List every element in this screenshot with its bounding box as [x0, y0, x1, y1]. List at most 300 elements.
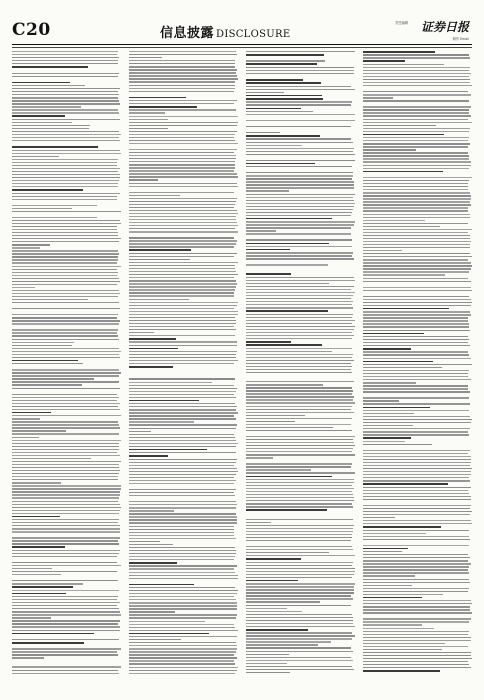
- text-line: [12, 418, 40, 419]
- text-line: [12, 91, 118, 92]
- text-line: [129, 262, 238, 263]
- header-rule: [12, 44, 472, 45]
- text-line: [363, 278, 468, 279]
- text-line: [12, 449, 119, 450]
- text-line: [12, 639, 119, 640]
- text-line: [129, 452, 236, 453]
- text-line: [129, 131, 237, 132]
- text-line: [363, 192, 470, 193]
- text-line: [363, 591, 468, 592]
- text-line: [246, 589, 354, 590]
- text-line: [246, 151, 353, 152]
- text-line: [12, 217, 97, 218]
- text-line: [363, 606, 470, 607]
- text-line: [363, 262, 471, 263]
- text-line: [12, 562, 117, 563]
- text-line: [129, 519, 237, 520]
- text-line: [12, 106, 81, 107]
- text-line: [363, 514, 470, 515]
- text-line: [12, 394, 117, 395]
- text-line: [12, 320, 120, 321]
- text-line: [12, 223, 121, 224]
- text-line: [363, 189, 468, 190]
- text-line: [246, 644, 318, 645]
- text-line: [363, 370, 469, 371]
- text-line: [246, 412, 354, 413]
- text-line: [12, 369, 119, 370]
- text-line: [12, 648, 121, 649]
- text-line: [246, 472, 355, 473]
- text-line: [129, 480, 236, 481]
- text-line: [12, 348, 119, 349]
- text-line: [129, 265, 235, 266]
- text-line: [129, 510, 174, 511]
- subheading-line: [363, 333, 424, 335]
- text-line: [363, 287, 471, 288]
- subheading-line: [363, 134, 444, 136]
- text-line: [12, 253, 119, 254]
- text-line: [129, 385, 234, 386]
- text-line: [12, 623, 118, 624]
- text-line: [363, 664, 469, 665]
- subheading-line: [12, 360, 78, 362]
- section-title: [160, 22, 290, 41]
- text-line: [363, 226, 440, 227]
- text-line: [363, 505, 471, 506]
- text-line: [246, 494, 353, 495]
- text-line: [129, 657, 237, 658]
- text-line: [363, 250, 402, 251]
- text-line: [363, 256, 472, 257]
- text-line: [129, 326, 234, 327]
- text-column: [12, 51, 121, 678]
- text-line: [246, 497, 354, 498]
- text-line: [129, 213, 238, 214]
- text-line: [129, 88, 235, 89]
- text-line: [363, 198, 471, 199]
- text-line: [12, 485, 121, 486]
- text-line: [12, 199, 117, 200]
- text-line: [12, 329, 118, 330]
- text-line: [246, 439, 353, 440]
- text-line: [129, 198, 237, 199]
- text-line: [12, 415, 121, 416]
- text-line: [12, 580, 118, 581]
- subheading-line: [363, 526, 441, 528]
- text-line: [246, 540, 351, 541]
- text-line: [129, 617, 236, 618]
- paper-logo: 证券日报: [420, 20, 469, 34]
- text-line: [12, 229, 117, 230]
- text-line: [129, 538, 236, 539]
- text-line: [129, 289, 235, 290]
- text-line: [246, 200, 354, 201]
- text-line: [363, 125, 436, 126]
- text-line: [129, 246, 234, 247]
- text-line: [12, 137, 119, 138]
- text-line: [246, 531, 353, 532]
- subheading-line: [246, 135, 320, 137]
- text-line: [12, 482, 61, 483]
- text-line: [363, 618, 471, 619]
- text-line: [246, 451, 352, 452]
- text-line: [12, 433, 119, 434]
- text-line: [129, 462, 236, 463]
- text-column: [246, 51, 355, 678]
- text-line: [363, 554, 468, 555]
- text-line: [129, 428, 236, 429]
- subheading-line: [12, 115, 65, 117]
- text-line: [363, 168, 469, 169]
- text-line: [12, 57, 119, 58]
- subheading-line: [129, 97, 186, 99]
- text-line: [12, 63, 118, 64]
- text-line: [246, 289, 351, 290]
- text-line: [129, 308, 234, 309]
- text-line: [129, 210, 237, 211]
- text-line: [12, 284, 117, 285]
- text-line: [246, 485, 352, 486]
- text-line: [363, 314, 471, 315]
- text-line: [363, 545, 469, 546]
- text-line: [363, 100, 469, 101]
- text-line: [363, 566, 469, 567]
- text-line: [12, 464, 119, 465]
- text-line: [129, 559, 234, 560]
- text-line: [246, 663, 287, 664]
- text-line: [246, 546, 352, 547]
- text-line: [12, 256, 118, 257]
- text-line: [246, 360, 354, 361]
- text-line: [363, 391, 470, 392]
- text-line: [363, 563, 471, 564]
- text-line: [363, 204, 471, 205]
- text-line: [363, 302, 472, 303]
- text-line: [129, 550, 236, 551]
- text-line: [246, 666, 352, 667]
- text-line: [363, 658, 472, 659]
- text-line: [363, 165, 471, 166]
- text-line: [246, 672, 290, 673]
- text-line: [246, 457, 273, 458]
- subheading-line: [12, 593, 66, 595]
- text-line: [246, 194, 355, 195]
- text-line: [363, 238, 470, 239]
- text-line: [246, 430, 352, 431]
- text-line: [246, 280, 355, 281]
- text-line: [129, 170, 234, 171]
- text-line: [129, 587, 235, 588]
- text-line: [246, 348, 352, 349]
- text-column: [129, 51, 238, 678]
- text-line: [129, 412, 238, 413]
- text-line: [246, 354, 353, 355]
- text-line: [12, 384, 82, 385]
- text-line: [363, 428, 470, 429]
- text-line: [12, 302, 119, 303]
- text-line: [363, 499, 471, 500]
- text-line: [363, 465, 470, 466]
- editor-line: 责任编辑: [395, 21, 408, 25]
- subheading-line: [12, 146, 98, 148]
- text-line: [129, 292, 234, 293]
- text-line: [12, 354, 119, 355]
- text-line: [363, 523, 472, 524]
- text-line: [246, 332, 352, 333]
- text-line: [363, 621, 469, 622]
- text-line: [246, 562, 353, 563]
- text-line: [363, 517, 395, 518]
- text-line: [129, 253, 237, 254]
- text-line: [12, 205, 97, 206]
- text-line: [129, 216, 236, 217]
- text-line: [246, 277, 354, 278]
- text-line: [12, 122, 72, 123]
- subheading-line: [12, 546, 65, 548]
- text-line: [129, 63, 235, 64]
- text-line: [363, 385, 468, 386]
- text-line: [363, 253, 470, 254]
- text-line: [12, 510, 120, 511]
- text-line: [12, 630, 120, 631]
- text-line: [246, 335, 354, 336]
- page-number: C20: [12, 20, 51, 40]
- text-line: [246, 145, 302, 146]
- text-line: [129, 593, 237, 594]
- text-line: [246, 212, 352, 213]
- text-line: [129, 72, 236, 73]
- text-line: [12, 51, 118, 52]
- text-line: [246, 338, 352, 339]
- text-line: [129, 357, 236, 358]
- text-line: [129, 382, 212, 383]
- text-line: [129, 271, 236, 272]
- text-line: [129, 91, 234, 92]
- text-line: [12, 85, 85, 86]
- text-line: [12, 250, 118, 251]
- text-line: [246, 114, 355, 115]
- subheading-line: [246, 163, 315, 165]
- text-line: [129, 329, 236, 330]
- text-line: [12, 440, 121, 441]
- text-line: [363, 183, 468, 184]
- text-line: [363, 477, 469, 478]
- text-line: [246, 448, 353, 449]
- text-line: [129, 231, 238, 232]
- text-line: [246, 384, 323, 385]
- subheading-line: [12, 66, 88, 68]
- text-line: [246, 181, 354, 182]
- text-line: [12, 54, 117, 55]
- text-line: [363, 336, 468, 337]
- text-line: [12, 232, 118, 233]
- subheading-line: [129, 562, 177, 564]
- text-line: [246, 73, 354, 74]
- text-line: [12, 608, 119, 609]
- text-line: [129, 474, 236, 475]
- text-line: [129, 483, 234, 484]
- text-line: [363, 588, 469, 589]
- text-line: [12, 504, 120, 505]
- text-line: [363, 572, 469, 573]
- text-line: [12, 537, 120, 538]
- text-line: [363, 330, 470, 331]
- text-line: [12, 596, 118, 597]
- text-line: [129, 119, 168, 120]
- text-line: [363, 631, 469, 632]
- text-line: [246, 598, 353, 599]
- text-line: [246, 626, 355, 627]
- text-line: [246, 669, 354, 670]
- text-line: [12, 599, 117, 600]
- text-line: [12, 654, 118, 655]
- text-line: [12, 357, 120, 358]
- text-line: [246, 601, 320, 602]
- text-line: [129, 477, 234, 478]
- text-line: [363, 511, 472, 512]
- text-line: [129, 164, 235, 165]
- text-line: [12, 406, 118, 407]
- text-line: [363, 397, 469, 398]
- text-line: [363, 232, 468, 233]
- subheading-line: [246, 341, 291, 343]
- text-line: [12, 186, 118, 187]
- text-line: [129, 179, 158, 180]
- text-line: [12, 602, 120, 603]
- text-line: [363, 161, 471, 162]
- subheading-line: [246, 108, 301, 110]
- text-line: [129, 391, 236, 392]
- text-line: [12, 488, 121, 489]
- text-line: [129, 259, 190, 260]
- text-line: [363, 354, 469, 355]
- subheading-line: [363, 60, 405, 62]
- text-line: [363, 177, 472, 178]
- text-line: [246, 482, 354, 483]
- text-line: [246, 537, 352, 538]
- text-line: [12, 452, 117, 453]
- text-line: [12, 247, 40, 248]
- text-line: [12, 403, 120, 404]
- text-line: [129, 434, 234, 435]
- text-line: [129, 489, 236, 490]
- text-line: [129, 670, 237, 671]
- text-line: [246, 298, 351, 299]
- text-line: [12, 88, 120, 89]
- text-line: [363, 637, 471, 638]
- text-line: [129, 660, 234, 661]
- text-line: [12, 220, 120, 221]
- text-line: [246, 304, 352, 305]
- text-line: [12, 342, 74, 343]
- text-line: [12, 531, 120, 532]
- text-line: [12, 590, 119, 591]
- text-line: [363, 128, 470, 129]
- text-line: [12, 605, 117, 606]
- text-line: [12, 574, 61, 575]
- text-line: [363, 655, 471, 656]
- text-line: [12, 73, 119, 74]
- text-line: [363, 640, 471, 641]
- text-line: [246, 647, 351, 648]
- text-line: [363, 441, 405, 442]
- text-line: [129, 237, 234, 238]
- text-line: [363, 579, 469, 580]
- text-line: [129, 388, 237, 389]
- text-line: [246, 638, 352, 639]
- subheading-line: [363, 548, 408, 550]
- text-line: [363, 339, 469, 340]
- text-line: [246, 393, 352, 394]
- text-line: [12, 97, 118, 98]
- text-line: [129, 149, 237, 150]
- subheading-line: [129, 584, 194, 586]
- subheading-line: [246, 249, 290, 251]
- text-line: [129, 60, 235, 61]
- text-line: [129, 608, 237, 609]
- text-line: [363, 180, 469, 181]
- text-line: [363, 296, 469, 297]
- text-line: [129, 614, 237, 615]
- text-line: [12, 299, 88, 300]
- text-line: [12, 430, 66, 431]
- text-line: [129, 51, 236, 52]
- text-line: [12, 670, 118, 671]
- text-line: [363, 70, 469, 71]
- text-line: [129, 513, 236, 514]
- masthead: [12, 20, 472, 46]
- text-line: [246, 577, 352, 578]
- subheading-line: [246, 509, 327, 511]
- text-line: [363, 317, 468, 318]
- text-line: [363, 533, 426, 534]
- text-line: [129, 590, 238, 591]
- text-line: [363, 268, 471, 269]
- text-line: [363, 652, 471, 653]
- text-line: [12, 100, 119, 101]
- text-line: [363, 223, 468, 224]
- text-line: [363, 425, 413, 426]
- text-line: [12, 196, 117, 197]
- text-line: [12, 421, 118, 422]
- text-line: [363, 97, 393, 98]
- text-line: [363, 628, 434, 629]
- text-line: [129, 636, 237, 637]
- text-line: [246, 595, 351, 596]
- text-line: [129, 507, 236, 508]
- text-line: [246, 227, 351, 228]
- text-line: [129, 66, 235, 67]
- text-line: [12, 651, 117, 652]
- text-line: [12, 314, 118, 315]
- text-line: [363, 79, 470, 80]
- text-line: [129, 446, 236, 447]
- subheading-line: [129, 366, 173, 368]
- text-line: [129, 140, 235, 141]
- text-line: [129, 78, 238, 79]
- text-line: [12, 103, 120, 104]
- subheading-line: [246, 218, 332, 220]
- text-line: [129, 137, 234, 138]
- text-line: [129, 526, 234, 527]
- text-line: [129, 69, 237, 70]
- subheading-line: [363, 51, 435, 53]
- text-line: [246, 436, 355, 437]
- text-line: [12, 446, 119, 447]
- text-line: [129, 645, 237, 646]
- text-line: [363, 64, 444, 65]
- text-line: [129, 596, 234, 597]
